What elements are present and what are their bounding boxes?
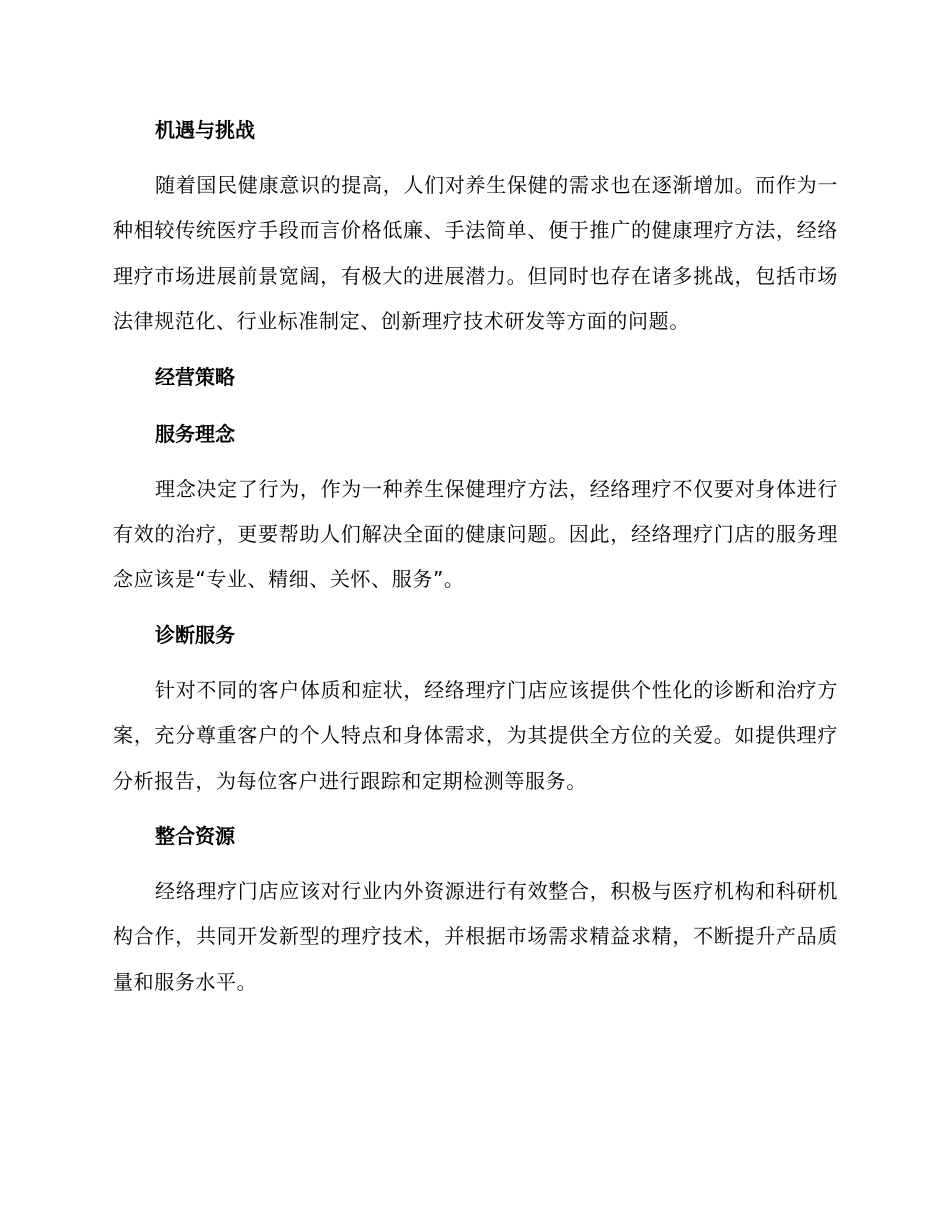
section-heading-opportunities: 机遇与挑战 (155, 118, 255, 142)
section-paragraph-service-concept: 理念决定了行为，作为一种养生保健理疗方法，经络理疗不仅要对身体进行有效的治疗，更要帮助人们解决全面的健康问题。因此，经络理疗门店的服务理念应该是“专业、精细、关怀、服务”。 (113, 476, 838, 592)
section-heading-diagnosis: 诊断服务 (155, 622, 235, 647)
section-paragraph-resources: 经络理疗门店应该对行业内外资源进行有效整合，积极与医疗机构和科研机构合作，共同开发新型的理疗技术，并根据市场需求精益求精，不断提升产品质量和服务水平。 (113, 879, 838, 994)
section-heading-resources: 整合资源 (155, 824, 235, 849)
document-page (113, 112, 838, 1005)
section-heading-strategy: 经营策略 (155, 364, 235, 389)
section-paragraph-opportunities: 随着国民健康意识的提高，人们对养生保健的需求也在逐渐增加。而作为一种相较传统医疗手段而言价格低廉、手法简单、便于推广的健康理疗方法，经络理疗市场进展前景宽阔，有极大的进展潜力。但同时也存在诸多挑战，包括市场法律规范化、行业标准制定、创新理疗技术研发等方面的问题。 (113, 173, 838, 334)
section-paragraph-diagnosis: 针对不同的客户体质和症状，经络理疗门店应该提供个性化的诊断和治疗方案，充分尊重客户的个人特点和身体需求，为其提供全方位的关爱。如提供理疗分析报告，为每位客户进行跟踪和定期检测等服务。 (113, 677, 838, 793)
section-heading-service-concept: 服务理念 (155, 421, 235, 446)
